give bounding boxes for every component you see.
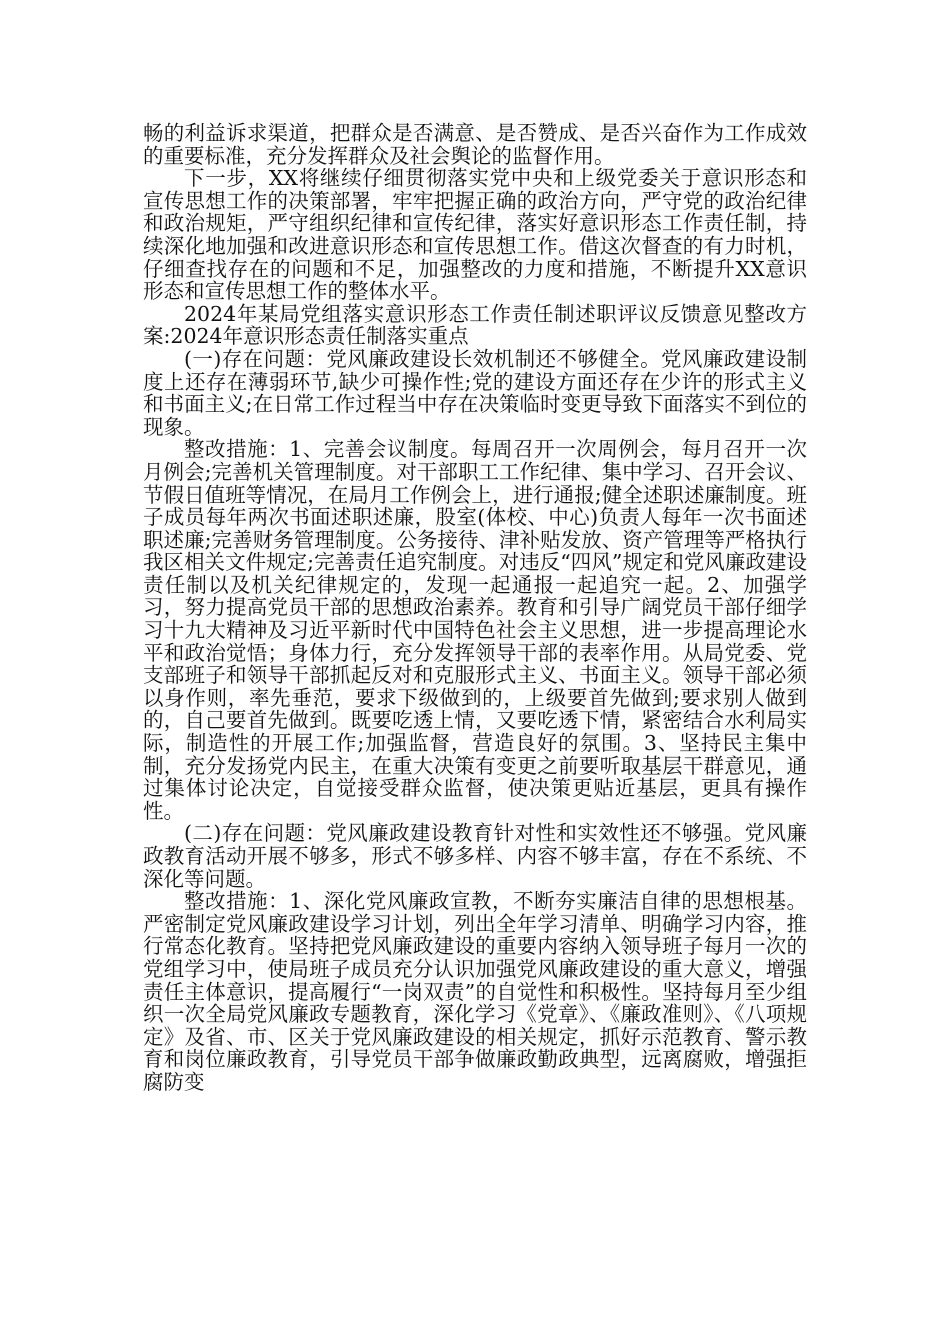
paragraph-continuation: 畅的利益诉求渠道，把群众是否满意、是否赞成、是否兴奋作为工作成效的重要标准，充分发挥群众及社会舆论的监督作用。 <box>143 121 807 168</box>
paragraph-measures-2: 整改措施：1、深化党风廉政宣教，不断夯实廉洁自律的思想根基。严密制定党风廉政建设学习计划，列出全年学习清单、明确学习内容，推行常态化教育。坚持把党风廉政建设的重要内容纳入领导班子每月一次的党组学习中，使局班子成员充分认识加强党风廉政建设的重大意义，增强责任主体意识，提高履行“一岗双责”的自觉性和积极性。坚持每月至少组织一次全局党风廉政专题教育，深化学习《党章》、《廉政准则》、《八项规定》及省、市、区关于党风廉政建设的相关规定，抓好示范教育、警示教育和岗位廉政教育，引导党员干部争做廉政勤政典型，远离腐败，增强拒腐防变 <box>143 889 807 1094</box>
paragraph-next-steps: 下一步，XX将继续仔细贯彻落实党中央和上级党委关于意识形态和宣传思想工作的决策部署，牢牢把握正确的政治方向，严守党的政治纪律和政治规矩，严守组织纪律和宣传纪律，落实好意识形态工作责任制，持续深化地加强和改进意识形态和宣传思想工作。借这次督查的有力时机，仔细查找存在的问题和不足，加强整改的力度和措施，不断提升XX意识形态和宣传思想工作的整体水平。 <box>143 166 807 304</box>
paragraph-problem-1: (一)存在问题：党风廉政建设长效机制还不够健全。党风廉政建设制度上还存在薄弱环节,缺少可操作性;党的建设方面还存在少许的形式主义和书面主义;在日常工作过程当中存在决策临时变更导致下面落实不到位的现象。 <box>143 346 807 439</box>
paragraph-problem-2: (二)存在问题：党风廉政建设教育针对性和实效性还不够强。党风廉政教育活动开展不够多，形式不够多样、内容不够丰富，存在不系统、不深化等问题。 <box>143 821 807 891</box>
document-body <box>143 122 807 1094</box>
paragraph-section-title: 2024年某局党组落实意识形态工作责任制述职评议反馈意见整改方案:2024年意识形态责任制落实重点 <box>143 301 807 349</box>
paragraph-measures-1: 整改措施：1、完善会议制度。每周召开一次周例会，每月召开一次月例会;完善机关管理制度。对干部职工工作纪律、集中学习、召开会议、节假日值班等情况，在局月工作例会上，进行通报;健全述职述廉制度。班子成员每年两次书面述职述廉，股室(体校、中心)负责人每年一次书面述职述廉;完善财务管理制度。公务接待、津补贴发放、资产管理等严格执行我区相关文件规定;完善责任追究制度。对违反“四风”规定和党风廉政建设责任制以及机关纪律规定的，发现一起通报一起追究一起。2、加强学习，努力提高党员干部的思想政治素养。教育和引导广阔党员干部仔细学习十九大精神及习近平新时代中国特色社会主义思想，进一步提高理论水平和政治觉悟；身体力行，充分发挥领导干部的表率作用。从局党委、党支部班子和领导干部抓起反对和克服形式主义、书面主义。领导干部必须以身作则，率先垂范，要求下级做到的，上级要首先做到;要求别人做到的，自己要首先做到。既要吃透上情，又要吃透下情，紧密结合水利局实际，制造性的开展工作;加强监督，营造良好的氛围。3、坚持民主集中制，充分发扬党内民主，在重大决策有变更之前要听取基层干群意见，通过集体讨论决定，自觉接受群众监督，使决策更贴近基层，更具有操作性。 <box>143 437 807 823</box>
